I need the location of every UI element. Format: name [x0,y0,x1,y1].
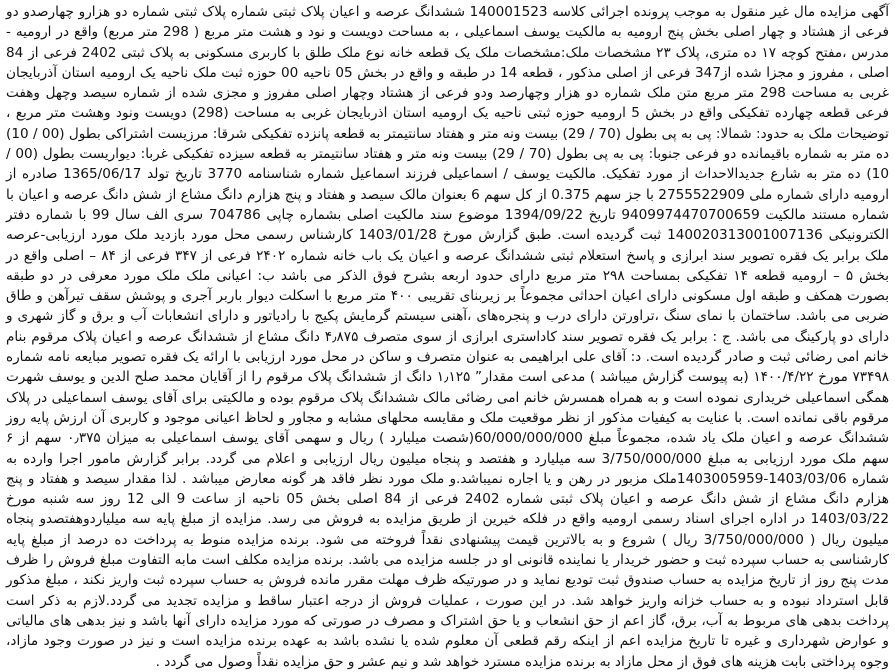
auction-notice [6,2,890,670]
auction-notice-text: آگهی مزایده مال غیر منقول به موجب پرونده اجرائی کلاسه 140001523 ششدانگ عرصه و اعیان پلاک ثبتی شماره پلاک ثبتی شماره دو هزارو چهارصدو دو فرعی از هشتاد و چهار اصلی بخش پنج ارومیه به مالکیت یوسف اسماعیلی ، به مساحت دویست و نود و هشت متر مربع ( 298 متر مربع) واقع در ارومیه - مدرس ،مفتح کوچه ۱۷ ده متری، پلاک ۲۳ مشخصات ملک:مشخصات ملک یک قطعه خانه نوع ملک طلق با کاربری مسکونی به پلاک ثبتی 2402 فرعی از 84 اصلی ، مفروز و مجزا شده از347 فرعی از اصلی مذکور ، قطعه 14 در طبقه و واقع در بخش 05 ناحیه 00 حوزه ثبت ملک ناحیه یک ارومیه استان آذربایجان غربی به مساحت 298 متر مربع متن ملک شماره دو هزار وچهارصد ودو فرعی از هشتاد وچهار اصلی مفروز و مجزی شده از شماره سیصد وچهل وهفت فرعی قطعه چهارده تفکیکی واقع در بخش 5 ارومیه حوزه ثبتی ناحیه یک ارومیه استان اذربایجان غربی به مساحت (298) دویست ونود وهشت متر مربع ، توضیحات ملک به حدود: شمالا: پی به پی بطول (70 / 29) بیست ونه متر و هفتاد سانتیمتر به قطعه پانزده تفکیکی شرقا: مرزیست اشتراکی بطول (00 / 10) ده متر به شماره باقیمانده دو فرعی جنوبا: پی به پی بطول (70 / 29) بیست ونه متر و هفتاد سانتیمتر به قطعه سیزده تفکیکی غربا: دیواریست بطول (00 / 10) ده متر به شارع جدیدالاحداث از مورد تفکیک. مالکیت یوسف / اسماعیلی فرزند اسماعیل شماره شناسنامه 3770 تاریخ تولد 1365/06/17 صادره از ارومیه دارای شماره ملی 2755522909 با جز سهم 0.375 از کل سهم 6 بعنوان مالک سیصد و هفتاد و پنج هزارم دانگ مشاع از شش دانگ عرصه و اعیان با شماره مستند مالکیت 9409974470700659 تاریخ 1394/09/22 موضوع سند مالکیت اصلی بشماره چاپی 704786 سری الف سال 99 با شماره دفتر الکترونیکی 140020313001007136 ثبت گردیده است. طبق گزارش مورخ 1403/01/28 کارشناس رسمی محل مورد بازدید ملک مورد ارزیابی-عرصه ملک برابر یک فقره تصویر سند ابرازی و پاسخ استعلام ثبتی ششدانگ عرصه و اعیان یک باب خانه شماره ۲۴۰۲ فرعی از ۳۴۷ فرعی از ۸۴ – اصلی واقع در بخش ۵ – ارومیه قطعه ۱۴ تفکیکی بمساحت ۲۹۸ متر مربع دارای حدود اربعه بشرح فوق الذکر می باشد ب: اعیانی ملک ملک مورد معرفی در دو طبقه بصورت همکف و طبقه اول مسکونی دارای اعیان احداثی مجموعاً بر زیربنای تقریبی ۴۰۰ متر مربع با اسکلت دیوار باربر آجری و پوشش سقف تیرآهن و طاق ضربی می باشد. ساختمان با نمای سنگ ،تراورتن دارای درب و پنجره‌های ،آهنی سیستم گرمایش پکیج با رادیاتور و دارای انشعابات آب و برق و گاز شهری و دارای دو پارکینگ می باشد. ج : برابر یک فقره تصویر سند کاداستری ابرازی از سوی متصرف ۴٫۸۷۵ دانگ مشاع از ششدانگ عرصه و اعیان پلاک مرقوم بنام خانم امی رضائی ثبت و صادر گردیده است. د: آقای علی ابراهیمی به عنوان متصرف و ساکن در محل مورد ارزیابی با ارائه یک فقره تصویر مبایعه نامه شماره ۷۳۴۹۸ مورخ ۱۴۰۰/۴/۲۲ (به پیوست گزارش میباشد ) مدعی است مقدار” ۱٫۱۲۵ دانگ از ششدانگ پلاک مرقوم را از آقایان محمد صلح الدین و یوسف شهرت همگی اسماعیلی خریداری نموده است و به همراه همسرش خانم امی رضائی مالک ششدانگ پلاک مرقوم بوده و مالکیتی برای آقای یوسف اسماعیلی در پلاک مرقوم باقی نمانده است. با عنایت به کیفیات مذکور از نظر موقعیت ملک و مقایسه محلهای مشابه و مجاور و لحاظ اعیانی موجود و کاربری آن ارزش پایه روز ششدانگ عرصه و اعیان ملک یاد شده، مجموعاً مبلغ 60/000/000/000(شصت میلیارد ) ریال و سهمی آقای یوسف اسماعیلی به میزان ۰٫۳۷۵ سهم از ۶ سهم ملک مورد ارزیابی به مبلغ 3/750/000/000 سه میلیارد و هفتصد و پنجاه میلیون ریال ارزیابی و اعلام می گردد. برابر گزارش مامور اجرا وارده به شماره 14030059‎59-1403/03/06ملک مزبور در رهن و یا اجاره نمیباشد.و ملک مورد نظر فاقد هر گونه معارض میباشد . لذا مقدار سیصد و هفتاد و پنج هزارم دانگ مشاع از شش دانگ عرصه و اعیان پلاک ثبتی شماره 2402 فرعی از 84 اصلی بخش 05 ناحیه از ساعت 9 الی 12 روز سه شنبه مورخ 1403/03/22 در اداره اجرای اسناد رسمی ارومیه واقع در فلکه خیرین از طریق مزایده به فروش می رسد. مزایده از مبلغ پایه سه میلیاردوهفتصدو پنجاه میلیون ریال ( 3/750/000/000 ریال ) شروع و به بالاترین قیمت پیشنهادی نقداً فروخته می شود. برنده مزایده منوط به پرداخت ده درصد از مبلغ پایه کارشناسی به حساب سپرده ثبت و حضور خریدار یا نماینده قانونی او در جلسه مزایده می باشد. برنده مزایده مکلف است مابه التفاوت مبلغ فروش را ظرف مدت پنج روز از تاریخ مزایده به حساب صندوق ثبت تودیع نماید و در صورتیکه ظرف مهلت مقرر مانده فروش به حساب سپرده ثبت واریز نکند ، مبلغ مذکور قابل استرداد نبوده و به حساب خزانه واریز خواهد شد. در این صورت ، عملیات فروش از درجه اعتبار ساقط و مزایده تجدید می گردد.لازم به ذکر است پرداخت بدهی های مربوط به آب، برق، گاز اعم از حق انشعاب و یا حق اشتراک و مصرف در صورتی که مورد مزایده دارای آنها باشد و نیز بدهی های مالیاتی و عوارض شهرداری و غیره تا تاریخ مزایده اعم از اینکه رقم قطعی آن معلوم شده یا نشده باشد به عهده برنده مزایده است و نیز در صورت وجود مازاد، وجوه پرداختی بابت هزینه های فوق از محل مازاد به برنده مزایده مسترد خواهد شد و نیم عشر و حق مزایده نقداً وصول می گردد . [6,4,890,670]
